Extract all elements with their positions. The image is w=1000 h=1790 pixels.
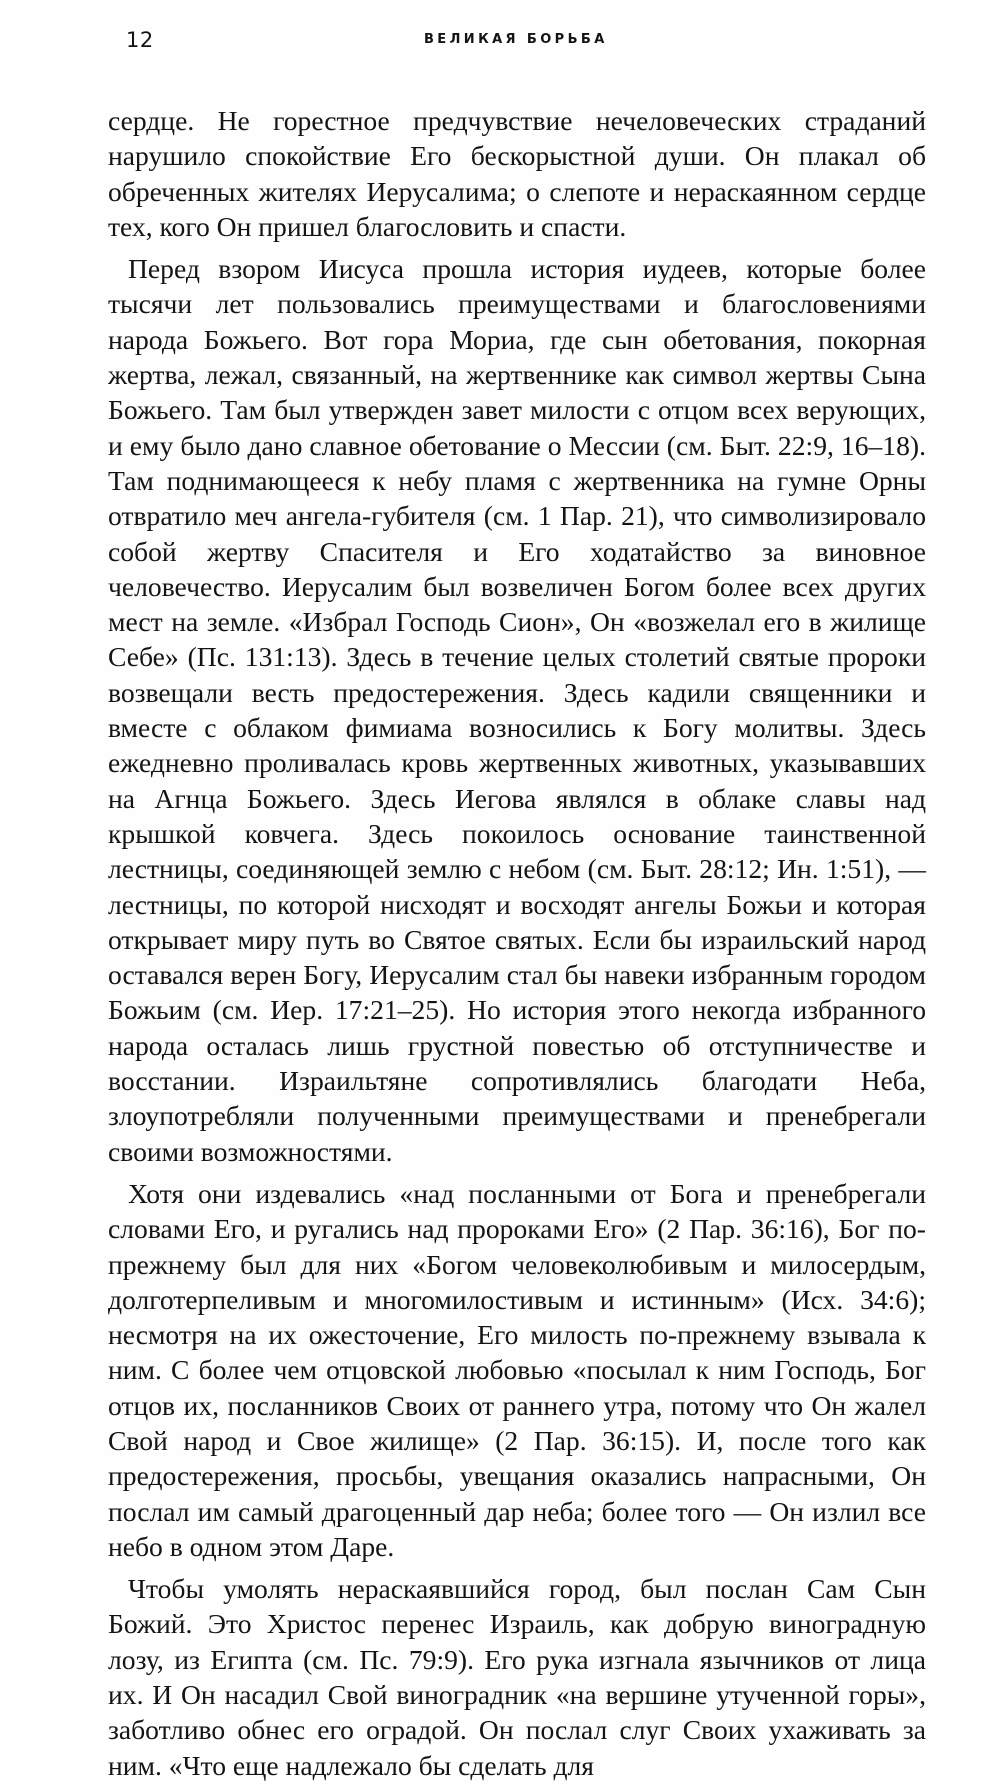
paragraph-continued: сердце. Не горестное предчувствие нечеловеческих страданий нарушило спокойствие Его бескорыстной души. Он плакал об обреченных жителях Иерусалима; о слепоте и нераскаянном сердце тех, кого Он пришел благословить и спасти. [108, 105, 926, 242]
body-text [108, 103, 926, 1790]
book-title: ВЕЛИКАЯ БОРЬБА [424, 32, 608, 47]
paragraph: Чтобы умолять нераскаявшийся город, был послан Сам Сын Божий. Это Христос перенес Израиль, как добрую виноградную лозу, из Египта (см. Пс. 79:9). Его рука изгнала язычников от лица их. И Он насадил Свой виноградник «на вершине утученной горы», заботливо обнес его оградой. Он послал слуг Своих ухаживать за ним. «Что еще надлежало бы сделать для [108, 1573, 926, 1781]
running-head [126, 28, 928, 58]
paragraph: Перед взором Иисуса прошла история иудеев, которые более тысячи лет пользовались преимуществами и благословениями народа Божьего. Вот гора Мориа, где сын обетования, покорная жертва, лежал, связанный, на жертвеннике как символ жертвы Сына Божьего. Там был утвержден завет милости с отцом всех верующих, и ему было дано славное обетование о Мессии (см. Быт. 22:9, 16–18). Там поднимающееся к небу пламя с жертвенника на гумне Орны отвратило меч ангела-губителя (см. 1 Пар. 21), что символизировало собой жертву Спасителя и Его ходатайство за виновное человечество. Иерусалим был возвеличен Богом более всех других мест на земле. «Избрал Господь Сион», Он «возжелал его в жилище Себе» (Пс. 131:13). Здесь в течение целых столетий святые пророки возвещали весть предостережения. Здесь кадили священники и вместе с облаком фимиама возносились к Богу молитвы. Здесь ежедневно проливалась кровь жертвенных животных, указывавших на Агнца Божьего. Здесь Иегова являлся в облаке славы над крышкой ковчега. Здесь покоилось основание таинственной лестницы, соединяющей землю с небом (см. Быт. 28:12; Ин. 1:51), — лестницы, по которой нисходят и восходят ангелы Божьи и которая открывает миру путь во Святое святых. Если бы израильский народ оставался верен Богу, Иерусалим стал бы навеки избранным городом Божьим (см. Иер. 17:21–25). Но история этого некогда избранного народа осталась лишь грустной повестью об отступничестве и восстании. Израильтяне сопротивлялись благодати Неба, злоупотребляли полученными преимуществами и пренебрегали своими возможностями. [108, 253, 926, 1167]
page-number: 12 [126, 28, 154, 52]
paragraph: Хотя они издевались «над посланными от Бога и пренебрегали словами Его, и ругались над пророками Его» (2 Пар. 36:16), Бог по-прежнему был для них «Богом человеколюбивым и милосердым, долготерпеливым и многомилостивым и истинным» (Исх. 34:6); несмотря на их ожесточение, Его милость по-прежнему взывала к ним. С более чем отцовской любовью «посылал к ним Господь, Бог отцов их, посланников Своих от раннего утра, потому что Он жалел Свой народ и Свое жилище» (2 Пар. 36:15). И, после того как предостережения, просьбы, увещания оказались напрасными, Он послал им самый драгоценный дар неба; более того — Он излил все небо в одном этом Даре. [108, 1177, 926, 1562]
